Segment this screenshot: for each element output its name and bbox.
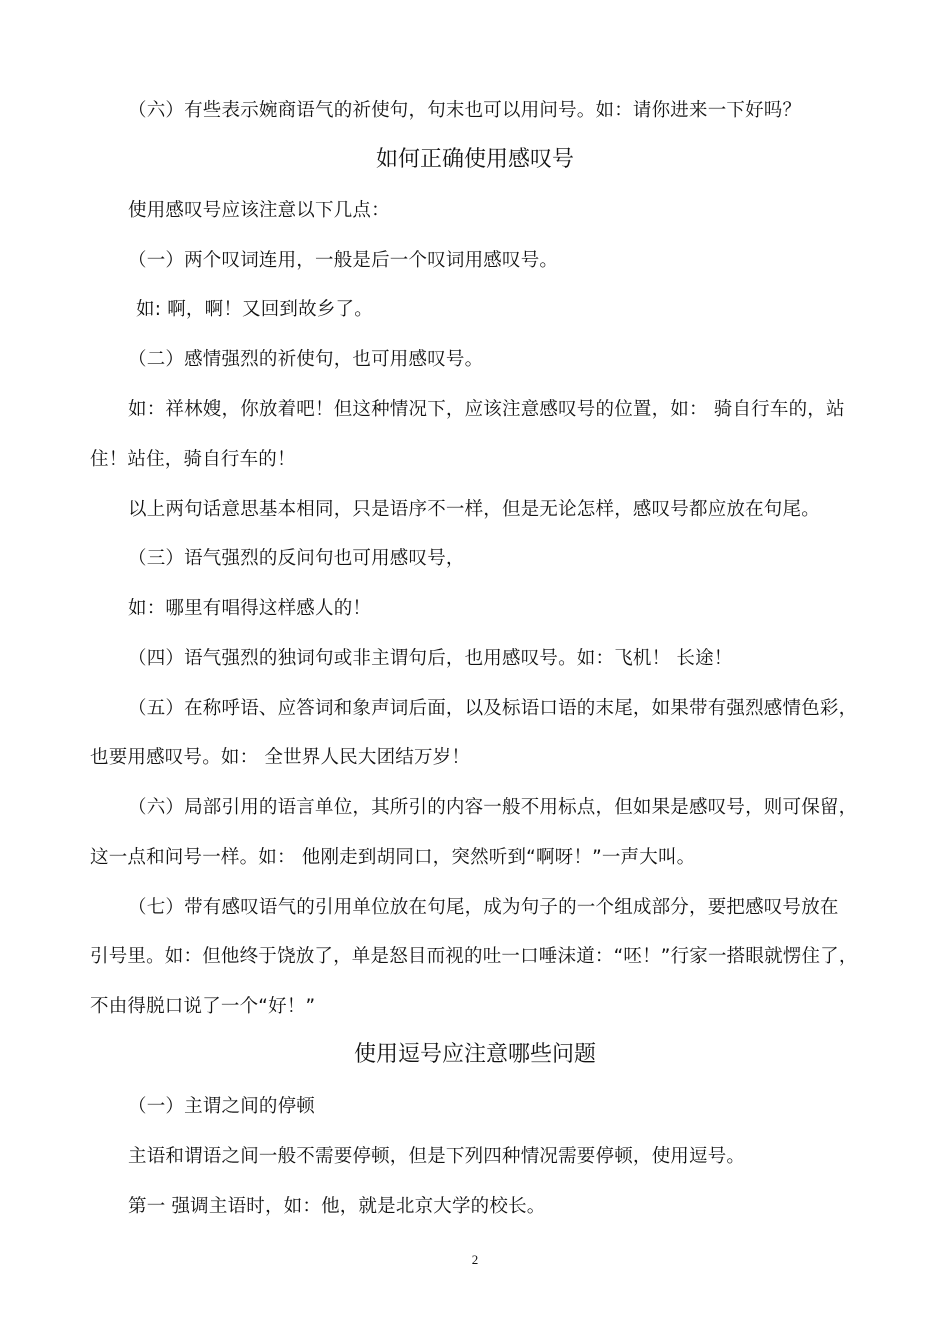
paragraph-rule-7-line-2: 引号里。如：但他终于饶放了，单是怒目而视的吐一口唾沫道：“呸！”行家一搭眼就愣住了， xyxy=(90,946,858,967)
paragraph-rule-1: （一）两个叹词连用，一般是后一个叹词用感叹号。 xyxy=(128,250,559,271)
paragraph-question-mark-6: （六）有些表示婉商语气的祈使句，句末也可以用问号。如：请你进来一下好吗？ xyxy=(128,100,802,121)
page-number: 2 xyxy=(471,1252,479,1267)
paragraph-example-3: 如：哪里有唱得这样感人的！ xyxy=(128,598,372,619)
paragraph-rule-7-line-1: （七）带有感叹语气的引用单位放在句尾，成为句子的一个组成部分，要把感叹号放在 xyxy=(128,897,839,918)
paragraph-rule-5-line-1: （五）在称呼语、应答词和象声词后面，以及标语口语的末尾，如果带有强烈感情色彩， xyxy=(128,698,858,719)
paragraph-rule-4: （四）语气强烈的独词句或非主谓句后，也用感叹号。如：飞机！ 长途！ xyxy=(128,648,733,669)
paragraph-comma-rule-1: （一）主谓之间的停顿 xyxy=(128,1096,316,1117)
paragraph-rule-3: （三）语气强烈的反问句也可用感叹号， xyxy=(128,548,465,569)
paragraph-rule-2: （二）感情强烈的祈使句，也可用感叹号。 xyxy=(128,349,484,370)
paragraph-rule-6-line-1: （六）局部引用的语言单位，其所引的内容一般不用标点，但如果是感叹号，则可保留， xyxy=(128,797,858,818)
paragraph-example-2-line-2: 住！站住，骑自行车的！ xyxy=(90,449,296,470)
paragraph-rule-7-line-3: 不由得脱口说了一个“好！” xyxy=(90,996,316,1017)
paragraph-rule-6-line-2: 这一点和问号一样。如： 他刚走到胡同口，突然听到“啊呀！”一声大叫。 xyxy=(90,847,696,868)
paragraph-rule-5-line-2: 也要用感叹号。如： 全世界人民大团结万岁！ xyxy=(90,747,471,768)
paragraph-example-2-line-1: 如：祥林嫂，你放着吧！但这种情况下，应该注意感叹号的位置，如： 骑自行车的，站 xyxy=(128,399,845,420)
paragraph-intro: 使用感叹号应该注意以下几点： xyxy=(128,200,390,221)
paragraph-comma-case-1: 第一 强调主语时，如：他，就是北京大学的校长。 xyxy=(128,1196,546,1217)
paragraph-note: 以上两句话意思基本相同，只是语序不一样，但是无论怎样，感叹号都应放在句尾。 xyxy=(128,499,820,520)
heading-exclamation-mark: 如何正确使用感叹号 xyxy=(375,147,574,172)
paragraph-example-1: 如: 啊，啊！又回到故乡了。 xyxy=(136,299,373,320)
paragraph-comma-explanation: 主语和谓语之间一般不需要停顿，但是下列四种情况需要停顿，使用逗号。 xyxy=(128,1146,746,1167)
heading-comma: 使用逗号应注意哪些问题 xyxy=(353,1042,596,1067)
